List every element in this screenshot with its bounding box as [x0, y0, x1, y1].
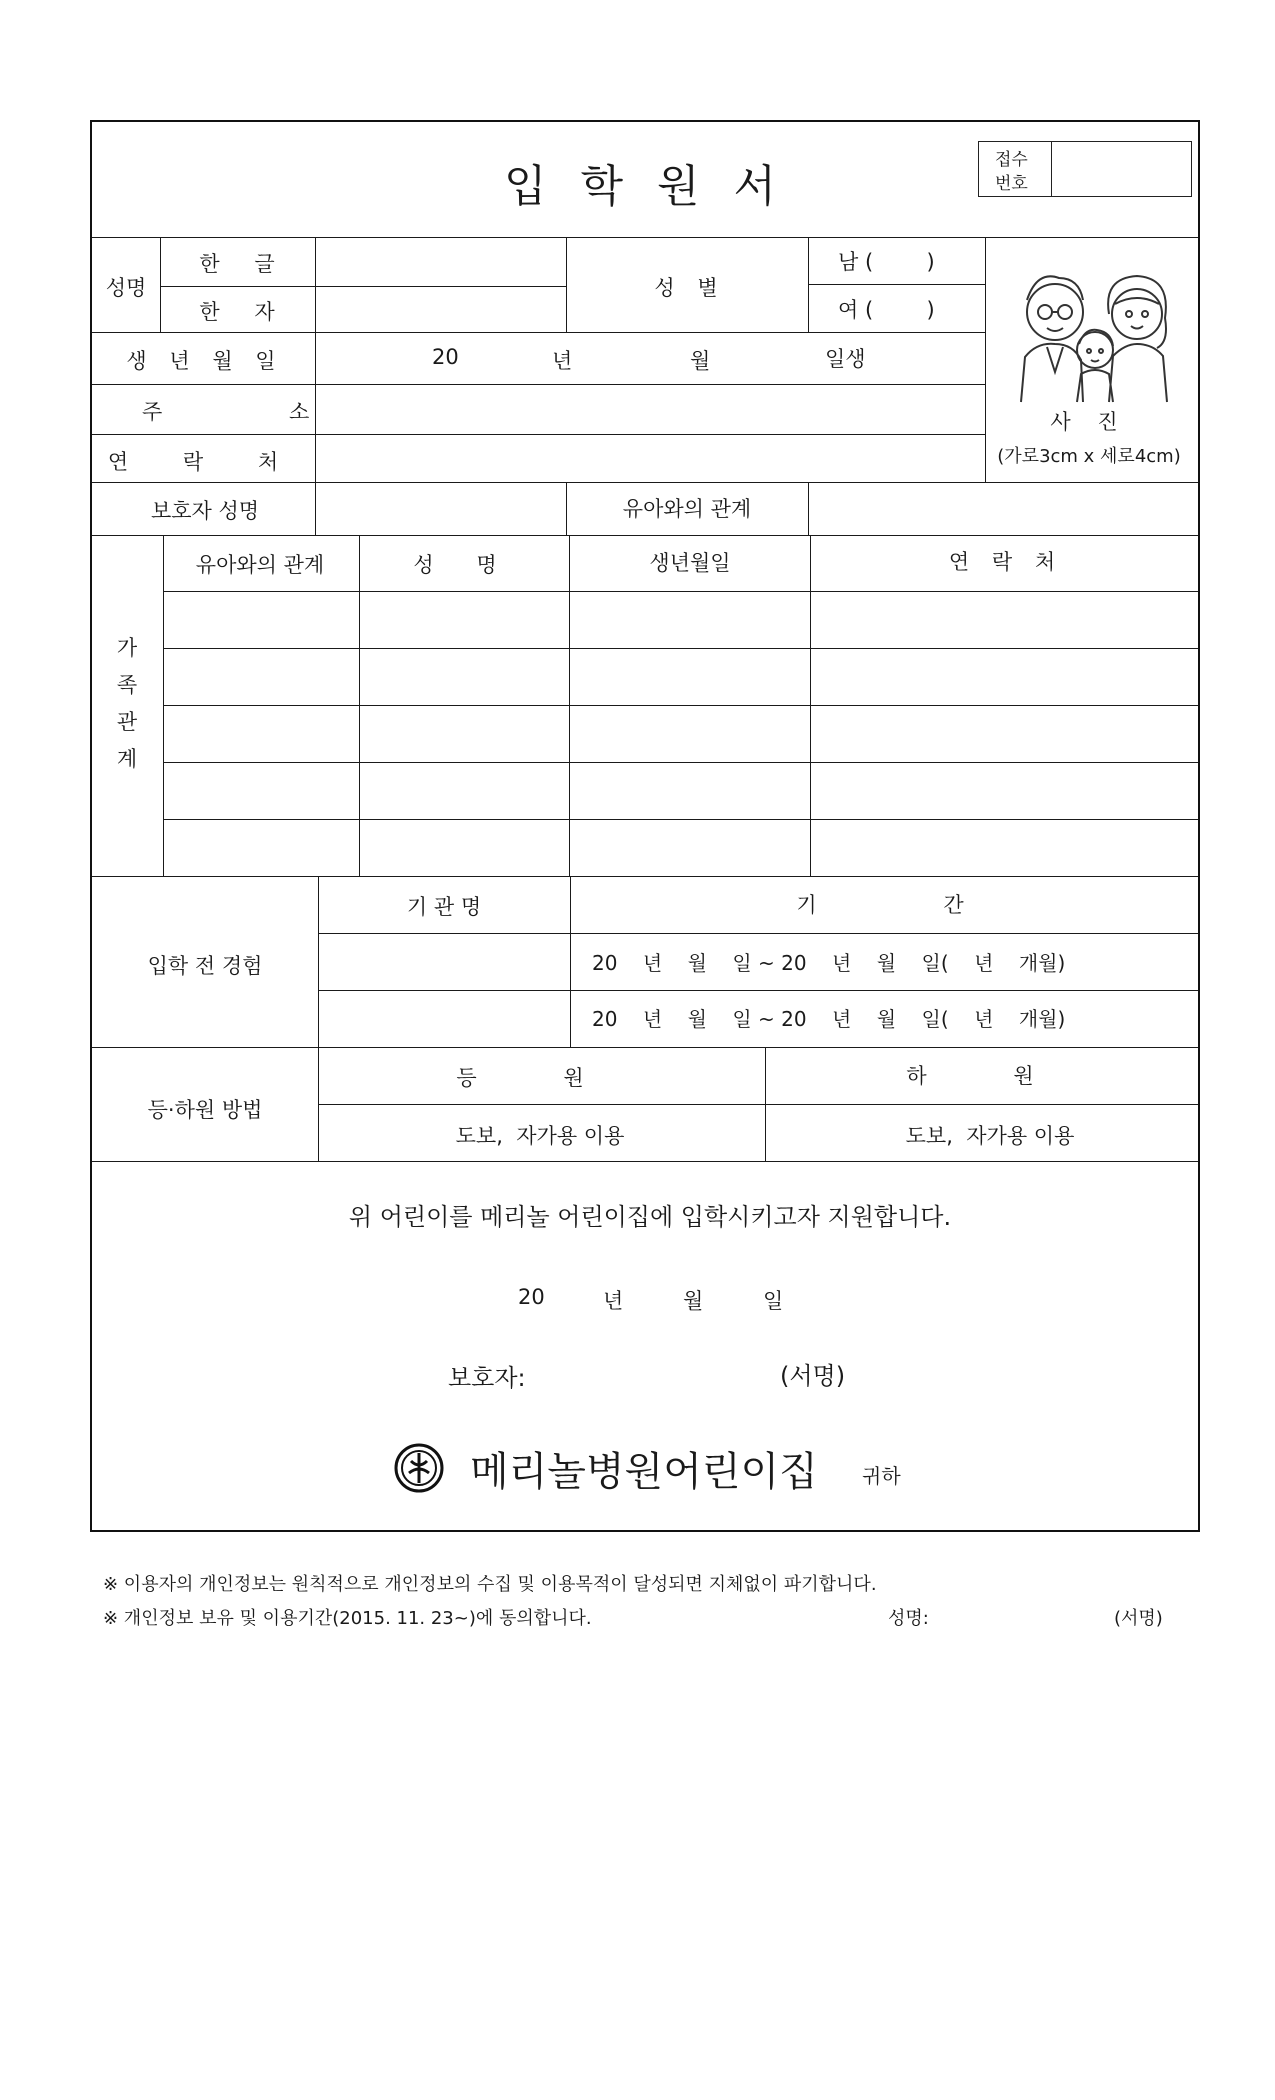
period-row-2[interactable]: 20 년 월 일 ~ 20 년 월 일( 년 개월): [592, 1007, 1066, 1031]
birth-year[interactable]: 20: [432, 345, 459, 369]
family-header-contact: 연 락 처: [948, 550, 1064, 574]
guardian-relation-field[interactable]: [810, 484, 1196, 533]
institution-name: 메리놀병원어린이집: [470, 1449, 818, 1495]
declaration-day-unit: 일: [763, 1289, 784, 1313]
receipt-label-1: 접수: [995, 150, 1028, 170]
declaration-year[interactable]: 20: [518, 1285, 545, 1309]
privacy-note-1: ※ 이용자의 개인정보는 원칙적으로 개인정보의 수집 및 이용목적이 달성되면 지체없이 파기합니다.: [103, 1574, 877, 1595]
hanja-name-field[interactable]: [317, 288, 564, 331]
institution-field[interactable]: [320, 935, 568, 989]
birth-day-unit: 일생: [825, 347, 866, 371]
privacy-note-2: ※ 개인정보 보유 및 이용기간(2015. 11. 23~)에 동의합니다.: [103, 1608, 592, 1629]
hangul-label: 한 글: [199, 252, 289, 276]
family-header-relation: 유아와의 관계: [195, 553, 325, 577]
institution-header: 기 관 명: [406, 895, 482, 919]
consent-name-label: 성명:: [888, 1608, 929, 1629]
arrival-header: 등 원: [456, 1066, 624, 1090]
receipt-label-2: 번호: [995, 174, 1028, 194]
guardian-relation-label: 유아와의 관계: [622, 497, 752, 521]
departure-header: 하 원: [906, 1064, 1074, 1088]
address-field[interactable]: [317, 386, 983, 432]
family-illustration-icon: [997, 252, 1187, 417]
family-row[interactable]: [164, 820, 1197, 876]
birth-label: 생 년 월 일: [126, 349, 284, 373]
contact-label: 연 락 처: [107, 450, 303, 474]
guardian-signature-label: 보호자:: [448, 1364, 526, 1392]
address-label: 주 소: [142, 400, 370, 424]
family-section-label: 가 족 관 계: [116, 636, 138, 771]
family-header-name: 성 명: [413, 553, 515, 577]
prior-experience-label: 입학 전 경험: [147, 954, 263, 978]
declaration-year-unit: 년: [603, 1289, 624, 1313]
family-row[interactable]: [164, 592, 1197, 648]
consent-signature[interactable]: (서명): [1114, 1608, 1163, 1629]
hangul-name-field[interactable]: [317, 239, 564, 285]
family-row[interactable]: [164, 706, 1197, 762]
photo-size-note: (가로3cm x 세로4cm): [997, 446, 1181, 467]
birth-month-unit: 월: [690, 349, 711, 373]
hanja-label: 한 자: [199, 300, 289, 324]
commute-label: 등·하원 방법: [147, 1098, 263, 1122]
arrival-method[interactable]: 도보, 자가용 이용: [455, 1124, 625, 1148]
institution-logo-icon: [394, 1443, 444, 1493]
family-row[interactable]: [164, 649, 1197, 705]
form-title: 입 학 원 서: [504, 161, 786, 212]
guardian-name-field[interactable]: [317, 484, 564, 533]
family-row[interactable]: [164, 763, 1197, 819]
institution-field[interactable]: [320, 992, 568, 1046]
female-option[interactable]: 여 ( ): [838, 298, 935, 322]
contact-field[interactable]: [317, 436, 983, 480]
honorific: 귀하: [862, 1464, 901, 1488]
departure-method[interactable]: 도보, 자가용 이용: [905, 1124, 1075, 1148]
declaration-month-unit: 월: [683, 1289, 704, 1313]
period-header: 기 간: [796, 893, 1024, 917]
gender-label: 성 별: [654, 276, 726, 300]
birth-year-unit: 년: [552, 349, 573, 373]
period-row-1[interactable]: 20 년 월 일 ~ 20 년 월 일( 년 개월): [592, 951, 1066, 975]
guardian-signature-mark[interactable]: (서명): [780, 1362, 846, 1390]
guardian-name-label: 보호자 성명: [150, 499, 260, 523]
family-header-birth: 생년월일: [649, 551, 731, 575]
declaration-statement: 위 어린이를 메리놀 어린이집에 입학시키고자 지원합니다.: [348, 1203, 952, 1231]
photo-label: 사 진: [1050, 410, 1128, 434]
male-option[interactable]: 남 ( ): [838, 250, 935, 274]
name-label: 성명: [105, 276, 147, 300]
